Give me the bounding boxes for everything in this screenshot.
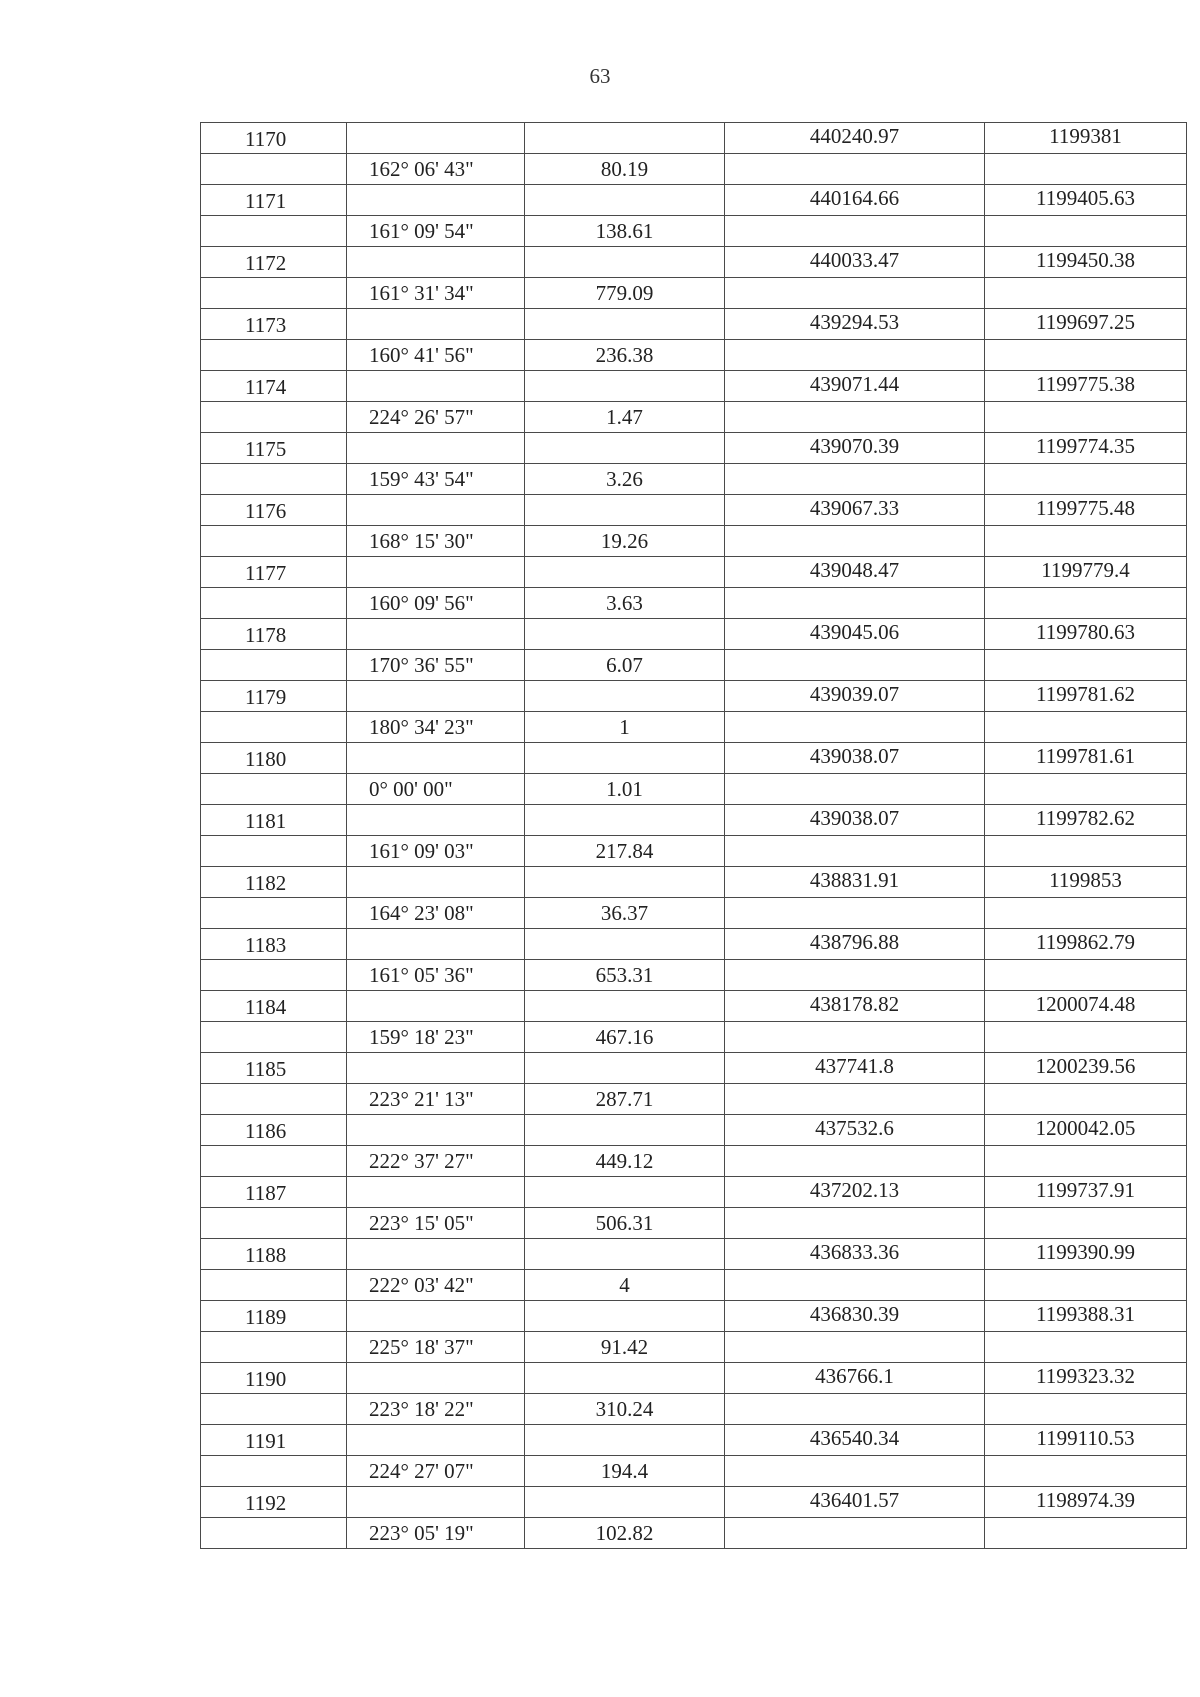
y-coordinate-cell: 1199780.63 bbox=[985, 619, 1187, 650]
segment-row bbox=[201, 1208, 1187, 1239]
empty-cell bbox=[985, 154, 1187, 185]
y-coordinate-cell: 1199405.63 bbox=[985, 185, 1187, 216]
segment-row bbox=[201, 650, 1187, 681]
empty-cell bbox=[725, 836, 985, 867]
empty-cell bbox=[985, 774, 1187, 805]
bearing-angle-cell: 161° 31' 34" bbox=[347, 278, 525, 309]
vertex-row bbox=[201, 1363, 1187, 1394]
x-coordinate-cell: 436830.39 bbox=[725, 1301, 985, 1332]
empty-cell bbox=[347, 929, 525, 960]
vertex-row bbox=[201, 743, 1187, 774]
empty-cell bbox=[201, 464, 347, 495]
vertex-row bbox=[201, 557, 1187, 588]
vertex-row bbox=[201, 1487, 1187, 1518]
point-number-cell: 1183 bbox=[201, 929, 347, 960]
distance-cell: 102.82 bbox=[525, 1518, 725, 1549]
point-number-cell: 1178 bbox=[201, 619, 347, 650]
empty-cell bbox=[525, 1301, 725, 1332]
empty-cell bbox=[725, 774, 985, 805]
y-coordinate-cell: 1199737.91 bbox=[985, 1177, 1187, 1208]
x-coordinate-cell: 437532.6 bbox=[725, 1115, 985, 1146]
segment-row bbox=[201, 1270, 1187, 1301]
bearing-angle-cell: 222° 37' 27" bbox=[347, 1146, 525, 1177]
x-coordinate-cell: 439048.47 bbox=[725, 557, 985, 588]
empty-cell bbox=[201, 712, 347, 743]
x-coordinate-cell: 439045.06 bbox=[725, 619, 985, 650]
point-number-cell: 1190 bbox=[201, 1363, 347, 1394]
coordinates-table-body bbox=[201, 123, 1187, 1549]
distance-cell: 467.16 bbox=[525, 1022, 725, 1053]
y-coordinate-cell: 1200074.48 bbox=[985, 991, 1187, 1022]
empty-cell bbox=[347, 371, 525, 402]
segment-row bbox=[201, 898, 1187, 929]
y-coordinate-cell: 1199774.35 bbox=[985, 433, 1187, 464]
empty-cell bbox=[525, 1425, 725, 1456]
empty-cell bbox=[725, 1332, 985, 1363]
distance-cell: 80.19 bbox=[525, 154, 725, 185]
bearing-angle-cell: 224° 27' 07" bbox=[347, 1456, 525, 1487]
empty-cell bbox=[725, 1084, 985, 1115]
segment-row bbox=[201, 526, 1187, 557]
empty-cell bbox=[347, 867, 525, 898]
distance-cell: 1.47 bbox=[525, 402, 725, 433]
y-coordinate-cell: 1199450.38 bbox=[985, 247, 1187, 278]
empty-cell bbox=[347, 309, 525, 340]
empty-cell bbox=[201, 960, 347, 991]
empty-cell bbox=[985, 278, 1187, 309]
empty-cell bbox=[525, 1053, 725, 1084]
distance-cell: 1.01 bbox=[525, 774, 725, 805]
vertex-row bbox=[201, 123, 1187, 154]
y-coordinate-cell: 1199781.62 bbox=[985, 681, 1187, 712]
point-number-cell: 1189 bbox=[201, 1301, 347, 1332]
empty-cell bbox=[985, 836, 1187, 867]
bearing-angle-cell: 164° 23' 08" bbox=[347, 898, 525, 929]
empty-cell bbox=[725, 1518, 985, 1549]
empty-cell bbox=[985, 898, 1187, 929]
empty-cell bbox=[347, 1363, 525, 1394]
point-number-cell: 1191 bbox=[201, 1425, 347, 1456]
empty-cell bbox=[347, 1425, 525, 1456]
empty-cell bbox=[347, 1301, 525, 1332]
x-coordinate-cell: 436540.34 bbox=[725, 1425, 985, 1456]
empty-cell bbox=[201, 402, 347, 433]
bearing-angle-cell: 223° 05' 19" bbox=[347, 1518, 525, 1549]
empty-cell bbox=[525, 867, 725, 898]
y-coordinate-cell: 1199862.79 bbox=[985, 929, 1187, 960]
empty-cell bbox=[725, 1208, 985, 1239]
vertex-row bbox=[201, 495, 1187, 526]
point-number-cell: 1176 bbox=[201, 495, 347, 526]
bearing-angle-cell: 180° 34' 23" bbox=[347, 712, 525, 743]
empty-cell bbox=[347, 557, 525, 588]
x-coordinate-cell: 437741.8 bbox=[725, 1053, 985, 1084]
point-number-cell: 1192 bbox=[201, 1487, 347, 1518]
empty-cell bbox=[525, 371, 725, 402]
vertex-row bbox=[201, 929, 1187, 960]
bearing-angle-cell: 161° 09' 03" bbox=[347, 836, 525, 867]
bearing-angle-cell: 159° 43' 54" bbox=[347, 464, 525, 495]
vertex-row bbox=[201, 1115, 1187, 1146]
vertex-row bbox=[201, 805, 1187, 836]
vertex-row bbox=[201, 681, 1187, 712]
empty-cell bbox=[201, 1456, 347, 1487]
bearing-angle-cell: 225° 18' 37" bbox=[347, 1332, 525, 1363]
empty-cell bbox=[525, 1115, 725, 1146]
empty-cell bbox=[725, 712, 985, 743]
point-number-cell: 1179 bbox=[201, 681, 347, 712]
segment-row bbox=[201, 154, 1187, 185]
empty-cell bbox=[985, 526, 1187, 557]
empty-cell bbox=[201, 1518, 347, 1549]
distance-cell: 1 bbox=[525, 712, 725, 743]
bearing-angle-cell: 223° 18' 22" bbox=[347, 1394, 525, 1425]
segment-row bbox=[201, 774, 1187, 805]
empty-cell bbox=[201, 774, 347, 805]
bearing-angle-cell: 223° 21' 13" bbox=[347, 1084, 525, 1115]
x-coordinate-cell: 440240.97 bbox=[725, 123, 985, 154]
distance-cell: 6.07 bbox=[525, 650, 725, 681]
empty-cell bbox=[347, 991, 525, 1022]
empty-cell bbox=[985, 1208, 1187, 1239]
vertex-row bbox=[201, 185, 1187, 216]
distance-cell: 236.38 bbox=[525, 340, 725, 371]
empty-cell bbox=[725, 1394, 985, 1425]
vertex-row bbox=[201, 1425, 1187, 1456]
empty-cell bbox=[201, 1084, 347, 1115]
point-number-cell: 1180 bbox=[201, 743, 347, 774]
x-coordinate-cell: 438796.88 bbox=[725, 929, 985, 960]
vertex-row bbox=[201, 1053, 1187, 1084]
bearing-angle-cell: 170° 36' 55" bbox=[347, 650, 525, 681]
empty-cell bbox=[725, 1456, 985, 1487]
empty-cell bbox=[347, 1115, 525, 1146]
empty-cell bbox=[525, 247, 725, 278]
empty-cell bbox=[525, 1239, 725, 1270]
bearing-angle-cell: 159° 18' 23" bbox=[347, 1022, 525, 1053]
empty-cell bbox=[525, 309, 725, 340]
point-number-cell: 1186 bbox=[201, 1115, 347, 1146]
bearing-angle-cell: 160° 09' 56" bbox=[347, 588, 525, 619]
bearing-angle-cell: 160° 41' 56" bbox=[347, 340, 525, 371]
empty-cell bbox=[985, 1146, 1187, 1177]
y-coordinate-cell: 1199779.4 bbox=[985, 557, 1187, 588]
empty-cell bbox=[201, 278, 347, 309]
bearing-angle-cell: 168° 15' 30" bbox=[347, 526, 525, 557]
segment-row bbox=[201, 712, 1187, 743]
empty-cell bbox=[347, 1053, 525, 1084]
empty-cell bbox=[725, 340, 985, 371]
x-coordinate-cell: 439038.07 bbox=[725, 743, 985, 774]
empty-cell bbox=[725, 960, 985, 991]
empty-cell bbox=[725, 1022, 985, 1053]
segment-row bbox=[201, 340, 1187, 371]
empty-cell bbox=[725, 278, 985, 309]
empty-cell bbox=[525, 805, 725, 836]
x-coordinate-cell: 439070.39 bbox=[725, 433, 985, 464]
x-coordinate-cell: 437202.13 bbox=[725, 1177, 985, 1208]
empty-cell bbox=[347, 681, 525, 712]
vertex-row bbox=[201, 619, 1187, 650]
segment-row bbox=[201, 464, 1187, 495]
page-number: 63 bbox=[589, 64, 611, 88]
empty-cell bbox=[985, 1518, 1187, 1549]
empty-cell bbox=[525, 681, 725, 712]
distance-cell: 138.61 bbox=[525, 216, 725, 247]
empty-cell bbox=[525, 433, 725, 464]
empty-cell bbox=[201, 650, 347, 681]
empty-cell bbox=[985, 340, 1187, 371]
point-number-cell: 1171 bbox=[201, 185, 347, 216]
y-coordinate-cell: 1200239.56 bbox=[985, 1053, 1187, 1084]
point-number-cell: 1174 bbox=[201, 371, 347, 402]
y-coordinate-cell: 1199323.32 bbox=[985, 1363, 1187, 1394]
distance-cell: 217.84 bbox=[525, 836, 725, 867]
bearing-angle-cell: 161° 05' 36" bbox=[347, 960, 525, 991]
bearing-angle-cell: 224° 26' 57" bbox=[347, 402, 525, 433]
distance-cell: 449.12 bbox=[525, 1146, 725, 1177]
empty-cell bbox=[985, 1022, 1187, 1053]
vertex-row bbox=[201, 991, 1187, 1022]
x-coordinate-cell: 438831.91 bbox=[725, 867, 985, 898]
empty-cell bbox=[725, 402, 985, 433]
empty-cell bbox=[347, 433, 525, 464]
distance-cell: 779.09 bbox=[525, 278, 725, 309]
empty-cell bbox=[985, 1084, 1187, 1115]
y-coordinate-cell: 1199782.62 bbox=[985, 805, 1187, 836]
bearing-angle-cell: 161° 09' 54" bbox=[347, 216, 525, 247]
empty-cell bbox=[347, 247, 525, 278]
segment-row bbox=[201, 1332, 1187, 1363]
empty-cell bbox=[525, 557, 725, 588]
empty-cell bbox=[985, 402, 1187, 433]
empty-cell bbox=[347, 805, 525, 836]
empty-cell bbox=[347, 495, 525, 526]
point-number-cell: 1185 bbox=[201, 1053, 347, 1084]
segment-row bbox=[201, 216, 1187, 247]
empty-cell bbox=[201, 1332, 347, 1363]
empty-cell bbox=[201, 1022, 347, 1053]
segment-row bbox=[201, 1084, 1187, 1115]
x-coordinate-cell: 440033.47 bbox=[725, 247, 985, 278]
empty-cell bbox=[985, 1394, 1187, 1425]
point-number-cell: 1177 bbox=[201, 557, 347, 588]
empty-cell bbox=[525, 1487, 725, 1518]
empty-cell bbox=[347, 185, 525, 216]
y-coordinate-cell: 1199390.99 bbox=[985, 1239, 1187, 1270]
empty-cell bbox=[985, 464, 1187, 495]
point-number-cell: 1172 bbox=[201, 247, 347, 278]
bearing-angle-cell: 223° 15' 05" bbox=[347, 1208, 525, 1239]
y-coordinate-cell: 1199775.48 bbox=[985, 495, 1187, 526]
bearing-angle-cell: 162° 06' 43" bbox=[347, 154, 525, 185]
vertex-row bbox=[201, 1239, 1187, 1270]
empty-cell bbox=[725, 154, 985, 185]
point-number-cell: 1173 bbox=[201, 309, 347, 340]
empty-cell bbox=[347, 743, 525, 774]
vertex-row bbox=[201, 433, 1187, 464]
vertex-row bbox=[201, 1177, 1187, 1208]
vertex-row bbox=[201, 309, 1187, 340]
empty-cell bbox=[525, 1363, 725, 1394]
point-number-cell: 1182 bbox=[201, 867, 347, 898]
point-number-cell: 1170 bbox=[201, 123, 347, 154]
segment-row bbox=[201, 278, 1187, 309]
empty-cell bbox=[985, 1270, 1187, 1301]
segment-row bbox=[201, 1518, 1187, 1549]
segment-row bbox=[201, 960, 1187, 991]
distance-cell: 287.71 bbox=[525, 1084, 725, 1115]
y-coordinate-cell: 1199381 bbox=[985, 123, 1187, 154]
segment-row bbox=[201, 1022, 1187, 1053]
empty-cell bbox=[525, 929, 725, 960]
empty-cell bbox=[725, 898, 985, 929]
bearing-angle-cell: 0° 00' 00" bbox=[347, 774, 525, 805]
x-coordinate-cell: 436833.36 bbox=[725, 1239, 985, 1270]
empty-cell bbox=[525, 1177, 725, 1208]
bearing-angle-cell: 222° 03' 42" bbox=[347, 1270, 525, 1301]
distance-cell: 3.63 bbox=[525, 588, 725, 619]
empty-cell bbox=[725, 216, 985, 247]
empty-cell bbox=[725, 650, 985, 681]
distance-cell: 310.24 bbox=[525, 1394, 725, 1425]
empty-cell bbox=[525, 185, 725, 216]
segment-row bbox=[201, 1394, 1187, 1425]
y-coordinate-cell: 1199775.38 bbox=[985, 371, 1187, 402]
empty-cell bbox=[201, 1394, 347, 1425]
empty-cell bbox=[347, 1177, 525, 1208]
empty-cell bbox=[725, 464, 985, 495]
x-coordinate-cell: 440164.66 bbox=[725, 185, 985, 216]
empty-cell bbox=[201, 588, 347, 619]
empty-cell bbox=[725, 588, 985, 619]
empty-cell bbox=[201, 836, 347, 867]
empty-cell bbox=[201, 154, 347, 185]
y-coordinate-cell: 1198974.39 bbox=[985, 1487, 1187, 1518]
empty-cell bbox=[201, 1270, 347, 1301]
empty-cell bbox=[347, 123, 525, 154]
x-coordinate-cell: 438178.82 bbox=[725, 991, 985, 1022]
empty-cell bbox=[985, 216, 1187, 247]
empty-cell bbox=[201, 340, 347, 371]
distance-cell: 653.31 bbox=[525, 960, 725, 991]
segment-row bbox=[201, 402, 1187, 433]
y-coordinate-cell: 1199697.25 bbox=[985, 309, 1187, 340]
empty-cell bbox=[525, 743, 725, 774]
empty-cell bbox=[525, 123, 725, 154]
empty-cell bbox=[985, 588, 1187, 619]
empty-cell bbox=[985, 1332, 1187, 1363]
segment-row bbox=[201, 588, 1187, 619]
empty-cell bbox=[725, 1270, 985, 1301]
empty-cell bbox=[201, 216, 347, 247]
distance-cell: 36.37 bbox=[525, 898, 725, 929]
y-coordinate-cell: 1199110.53 bbox=[985, 1425, 1187, 1456]
segment-row bbox=[201, 1146, 1187, 1177]
empty-cell bbox=[985, 650, 1187, 681]
distance-cell: 194.4 bbox=[525, 1456, 725, 1487]
y-coordinate-cell: 1199853 bbox=[985, 867, 1187, 898]
empty-cell bbox=[201, 1208, 347, 1239]
empty-cell bbox=[347, 1239, 525, 1270]
vertex-row bbox=[201, 371, 1187, 402]
empty-cell bbox=[525, 495, 725, 526]
empty-cell bbox=[725, 1146, 985, 1177]
empty-cell bbox=[201, 898, 347, 929]
point-number-cell: 1181 bbox=[201, 805, 347, 836]
distance-cell: 4 bbox=[525, 1270, 725, 1301]
coordinates-table bbox=[200, 122, 1187, 1549]
x-coordinate-cell: 436766.1 bbox=[725, 1363, 985, 1394]
empty-cell bbox=[985, 960, 1187, 991]
y-coordinate-cell: 1199388.31 bbox=[985, 1301, 1187, 1332]
empty-cell bbox=[201, 526, 347, 557]
segment-row bbox=[201, 836, 1187, 867]
distance-cell: 19.26 bbox=[525, 526, 725, 557]
x-coordinate-cell: 439071.44 bbox=[725, 371, 985, 402]
distance-cell: 506.31 bbox=[525, 1208, 725, 1239]
x-coordinate-cell: 436401.57 bbox=[725, 1487, 985, 1518]
empty-cell bbox=[347, 1487, 525, 1518]
vertex-row bbox=[201, 247, 1187, 278]
empty-cell bbox=[347, 619, 525, 650]
vertex-row bbox=[201, 867, 1187, 898]
empty-cell bbox=[525, 991, 725, 1022]
distance-cell: 91.42 bbox=[525, 1332, 725, 1363]
empty-cell bbox=[985, 712, 1187, 743]
empty-cell bbox=[985, 1456, 1187, 1487]
point-number-cell: 1188 bbox=[201, 1239, 347, 1270]
x-coordinate-cell: 439294.53 bbox=[725, 309, 985, 340]
y-coordinate-cell: 1200042.05 bbox=[985, 1115, 1187, 1146]
point-number-cell: 1187 bbox=[201, 1177, 347, 1208]
x-coordinate-cell: 439038.07 bbox=[725, 805, 985, 836]
empty-cell bbox=[725, 526, 985, 557]
point-number-cell: 1175 bbox=[201, 433, 347, 464]
empty-cell bbox=[201, 1146, 347, 1177]
point-number-cell: 1184 bbox=[201, 991, 347, 1022]
x-coordinate-cell: 439039.07 bbox=[725, 681, 985, 712]
vertex-row bbox=[201, 1301, 1187, 1332]
segment-row bbox=[201, 1456, 1187, 1487]
x-coordinate-cell: 439067.33 bbox=[725, 495, 985, 526]
distance-cell: 3.26 bbox=[525, 464, 725, 495]
empty-cell bbox=[525, 619, 725, 650]
y-coordinate-cell: 1199781.61 bbox=[985, 743, 1187, 774]
